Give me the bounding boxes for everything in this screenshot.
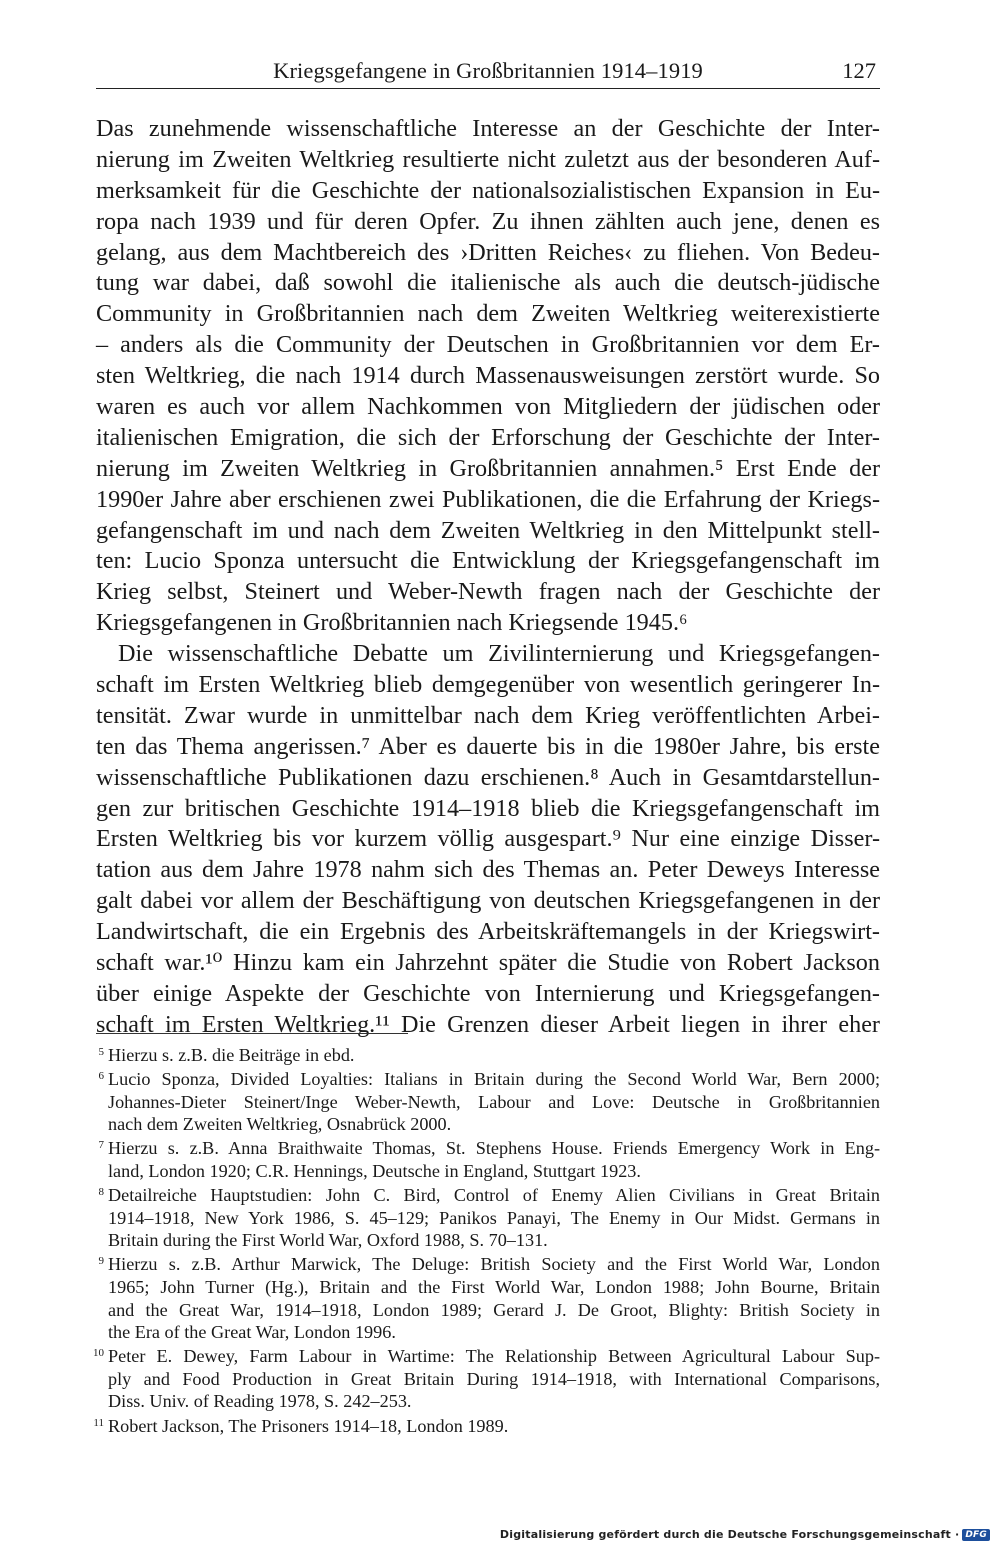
footnote-line: Detailreiche Hauptstudien: John C. Bird, Control of Enemy Alien Civilians in Great Britain <box>108 1185 880 1206</box>
footnote <box>96 1253 880 1343</box>
paragraph <box>96 114 880 639</box>
footnote-line: and the Great War, 1914–1918, London 1989; Gerard J. De Groot, Blighty: British Society in <box>108 1299 880 1320</box>
running-header <box>96 52 880 89</box>
text-line: gen zur britischen Geschichte 1914–1918 blieb die Kriegsgefangenschaft im <box>96 794 880 822</box>
footnote-line: Britain during the First World War, Oxford 1988, S. 70–131. <box>108 1230 548 1251</box>
text-line: ropa nach 1939 und für deren Opfer. Zu ihnen zählten auch jene, denen es <box>96 207 880 235</box>
text-line: tation aus dem Jahre 1978 nahm sich des Themas an. Peter Deweys Interesse <box>96 856 880 884</box>
footnote <box>96 1044 880 1067</box>
footnote-line: the Era of the Great War, London 1996. <box>108 1322 396 1343</box>
text-line: Die wissenschaftliche Debatte um Zivilinternierung und Kriegsgefangen- <box>118 640 880 668</box>
main-text <box>96 114 880 1041</box>
text-line: sten Weltkrieg, die nach 1914 durch Massenausweisungen zerstört wurde. So <box>96 362 880 390</box>
text-line: nierung im Zweiten Weltkrieg resultierte nicht zuletzt aus der besonderen Auf- <box>96 145 880 173</box>
text-line: Krieg selbst, Steinert und Weber-Newth fragen nach der Geschichte der <box>96 578 880 606</box>
footnote-line: 1914–1918, New York 1986, S. 45–129; Panikos Panayi, The Enemy in Our Midst. Germans in <box>108 1207 880 1228</box>
text-line: italienischen Emigration, die sich der Erforschung der Geschichte der Inter- <box>96 423 880 451</box>
text-line: Landwirtschaft, die ein Ergebnis des Arbeitskräftemangels in der Kriegswirt- <box>96 918 880 946</box>
text-line: über einige Aspekte der Geschichte von Internierung und Kriegsgefangen- <box>96 979 880 1007</box>
footnote <box>93 1345 880 1413</box>
footnote-number: 11 <box>93 1416 104 1429</box>
footnote-divider <box>96 1033 408 1034</box>
footnote-number: 7 <box>98 1139 104 1152</box>
footnote-line: 1965; John Turner (Hg.), Britain and the First World War, London 1988; John Bourne, Britain <box>108 1276 880 1297</box>
footnotes <box>93 1044 880 1439</box>
text-line: ten das Thema angerissen.⁷ Aber es dauerte bis in die 1980er Jahre, bis erste <box>96 732 880 760</box>
footnote-number: 10 <box>93 1347 104 1360</box>
footnote-number: 6 <box>98 1070 104 1083</box>
footnote <box>96 1137 880 1182</box>
footnote-number: 9 <box>98 1255 104 1268</box>
footnote-number: 5 <box>98 1046 104 1058</box>
text-line: schaft war.¹⁰ Hinzu kam ein Jahrzehnt später die Studie von Robert Jackson <box>96 949 880 977</box>
text-line: gefangenschaft im und nach dem Zweiten Weltkrieg in den Mittelpunkt stell- <box>96 516 880 544</box>
footnote-line: nach dem Zweiten Weltkrieg, Osnabrück 2000. <box>108 1114 452 1135</box>
footnote-number: 8 <box>98 1186 104 1199</box>
text-line: ten: Lucio Sponza untersucht die Entwicklung der Kriegsgefangenschaft im <box>96 547 880 575</box>
text-line: merksamkeit für die Geschichte der nationalsozialistischen Expansion in Eu- <box>96 176 880 204</box>
footnote-line: Peter E. Dewey, Farm Labour in Wartime: The Relationship Between Agricultural Labour Sup- <box>108 1346 880 1367</box>
text-line: Das zunehmende wissenschaftliche Interesse an der Geschichte der Inter- <box>96 115 880 142</box>
text-line: galt dabei vor allem der Beschäftigung von deutschen Kriegsgefangenen in der <box>96 887 880 915</box>
text-line: gelang, aus dem Machtbereich des ›Dritten Reiches‹ zu fliehen. Von Bedeu- <box>96 238 880 266</box>
text-line: 1990er Jahre aber erschienen zwei Publikationen, die die Erfahrung der Kriegs- <box>96 485 880 513</box>
footnote-line: Johannes-Dieter Steinert/Inge Weber-Newth, Labour and Love: Deutsche in Großbritannien <box>108 1091 880 1112</box>
footnote-line: Diss. Univ. of Reading 1978, S. 242–253. <box>108 1391 412 1412</box>
text-line: schaft im Ersten Weltkrieg.¹¹ Die Grenzen dieser Arbeit liegen in ihrer eher <box>96 1010 880 1038</box>
text-line: waren es auch vor allem Nachkommen von Mitgliedern der jüdischen oder <box>96 393 880 421</box>
text-line: Community in Großbritannien nach dem Zweiten Weltkrieg weiterexistierte <box>96 300 880 328</box>
text-line: nierung im Zweiten Weltkrieg in Großbritannien annahmen.⁵ Erst Ende der <box>96 454 880 482</box>
footnote <box>96 1068 880 1136</box>
page-number: 127 <box>842 58 876 83</box>
paragraph <box>96 639 880 1041</box>
footnote <box>93 1415 880 1438</box>
text-line: – anders als die Community der Deutschen in Großbritannien vor dem Er- <box>96 331 880 359</box>
text-line: Kriegsgefangenen in Großbritannien nach Kriegsende 1945.⁶ <box>96 609 688 637</box>
dfg-logo-icon: DFG <box>962 1529 990 1541</box>
footnote-line: Lucio Sponza, Divided Loyalties: Italians in Britain during the Second World War, Bern 2000; <box>108 1069 880 1090</box>
running-title: Kriegsgefangene in Großbritannien 1914–1919 <box>273 58 703 83</box>
footnote-line: Hierzu s. z.B. die Beiträge in ebd. <box>108 1045 355 1065</box>
text-line: tensität. Zwar wurde in unmittelbar nach dem Krieg veröffentlichten Arbei- <box>96 701 880 729</box>
footnote-line: Hierzu s. z.B. Arthur Marwick, The Deluge: British Society and the First World War, London <box>108 1254 880 1275</box>
text-line: wissenschaftliche Publikationen dazu erschienen.⁸ Auch in Gesamtdarstellun- <box>96 763 880 791</box>
text-line: Ersten Weltkrieg bis vor kurzem völlig ausgespart.⁹ Nur eine einzige Disser- <box>96 825 880 853</box>
footnote-line: Hierzu s. z.B. Anna Braithwaite Thomas, St. Stephens House. Friends Emergency Work in Eng- <box>108 1138 880 1159</box>
text-line: schaft im Ersten Weltkrieg blieb demgegenüber von wesentlich geringerer In- <box>96 671 880 699</box>
footnote-line: Robert Jackson, The Prisoners 1914–18, London 1989. <box>108 1415 509 1436</box>
credit-text: Digitalisierung gefördert durch die Deutsche Forschungsgemeinschaft · <box>499 1528 960 1541</box>
digitization-credit <box>500 1528 990 1541</box>
footnote-line: land, London 1920; C.R. Hennings, Deutsche in England, Stuttgart 1923. <box>108 1160 641 1181</box>
footnote-line: ply and Food Production in Great Britain During 1914–1918, with International Comparisons, <box>108 1368 880 1389</box>
footnote <box>96 1184 880 1252</box>
text-line: tung war dabei, daß sowohl die italienische als auch die deutsch-jüdische <box>96 269 880 297</box>
